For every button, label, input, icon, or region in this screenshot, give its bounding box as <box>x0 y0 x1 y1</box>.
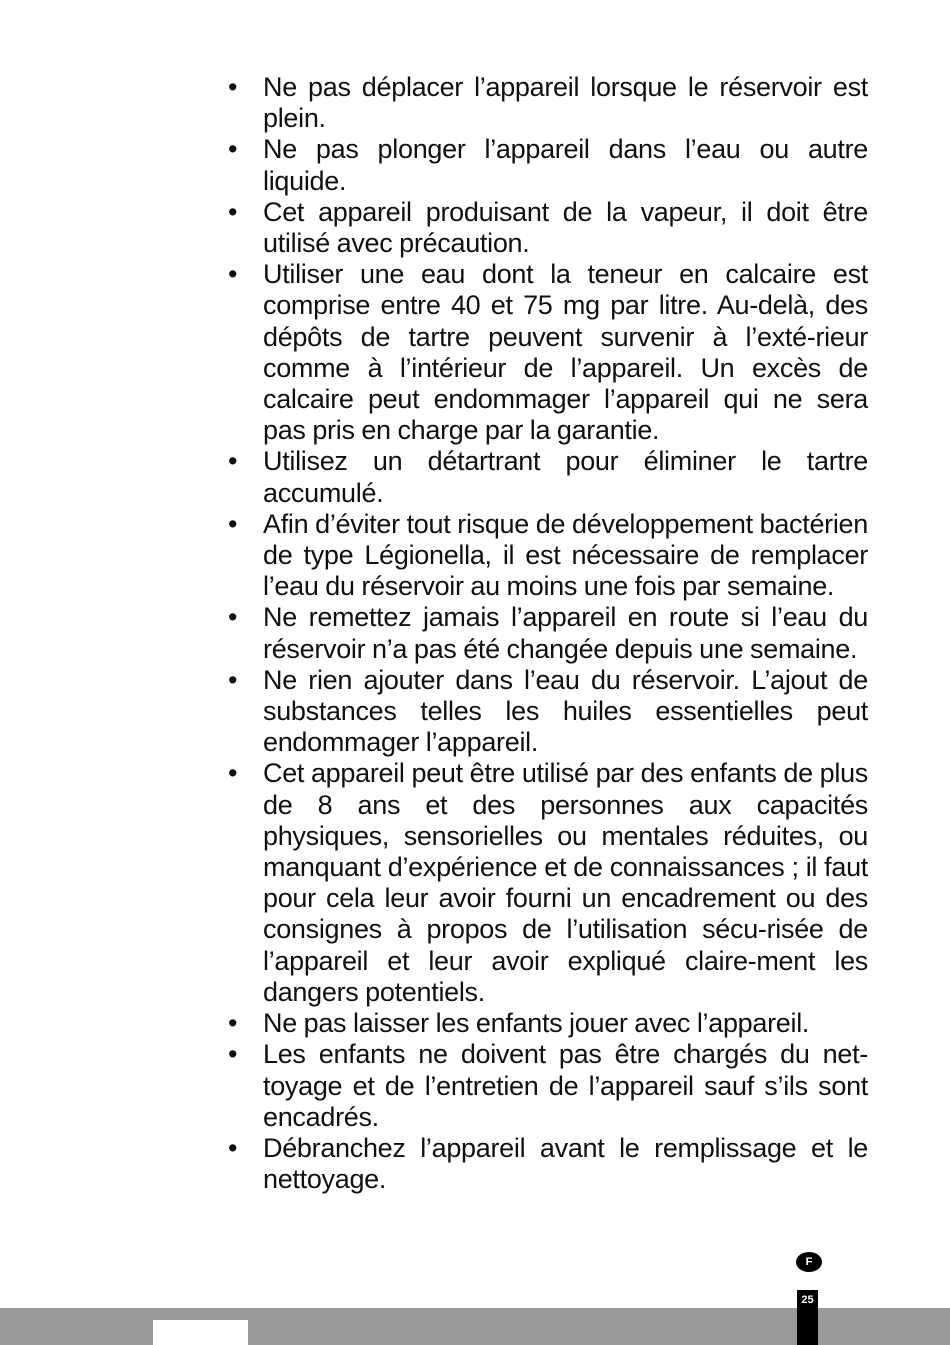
bullet-icon: • <box>228 134 238 165</box>
list-item <box>228 259 868 446</box>
list-item <box>228 1133 868 1195</box>
bullet-icon: • <box>228 602 238 633</box>
list-item <box>228 72 868 134</box>
instruction-text: Ne rien ajouter dans l’eau du réservoir. L’ajout de substances telles les huiles essentielles peut endommager l’appareil. <box>263 664 868 758</box>
instruction-text: Les enfants ne doivent pas être chargés du net-toyage et de l’entretien de l’appareil sauf s’ils sont encadrés. <box>263 1039 868 1132</box>
bullet-icon: • <box>228 664 238 695</box>
bullet-icon: • <box>228 446 238 477</box>
bullet-icon: • <box>228 259 238 290</box>
instruction-text: Utiliser une eau dont la teneur en calcaire est comprise entre 40 et 75 mg par litre. Au-delà, des dépôts de tartre peuvent survenir à l’exté-rieur comme à l’intérieur de l’appareil. Un excès de calcaire peut endommager l’appareil qui ne sera pas pris en charge par la garantie. <box>263 259 868 446</box>
bullet-icon: • <box>228 196 238 227</box>
instruction-text: Afin d’éviter tout risque de développement bactérien de type Légionella, il est nécessaire de remplacer l’eau du réservoir au moins une fois par semaine. <box>263 508 868 602</box>
list-item <box>228 446 868 508</box>
instruction-text: Cet appareil produisant de la vapeur, il doit être utilisé avec précaution. <box>263 196 868 259</box>
bullet-icon: • <box>228 1039 238 1070</box>
bullet-icon: • <box>228 508 238 539</box>
bullet-icon: • <box>228 1008 238 1039</box>
instruction-text: Utilisez un détartrant pour éliminer le tartre accumulé. <box>263 446 868 508</box>
bullet-icon: • <box>228 72 238 102</box>
list-item <box>228 1008 868 1039</box>
instruction-text: Ne remettez jamais l’appareil en route si l’eau du réservoir n’a pas été changée depuis une semaine. <box>263 602 868 664</box>
bullet-icon: • <box>228 758 238 789</box>
list-item <box>228 197 868 259</box>
page-number: 25 <box>801 1294 814 1306</box>
list-item <box>228 1039 868 1133</box>
instruction-text: Débranchez l’appareil avant le remplissage et le nettoyage. <box>263 1132 868 1195</box>
list-item <box>228 665 868 759</box>
instruction-text: Ne pas déplacer l’appareil lorsque le réservoir est plein. <box>263 72 868 134</box>
bullet-icon: • <box>228 1132 238 1163</box>
safety-instructions-list <box>228 72 868 1195</box>
list-item <box>228 758 868 1008</box>
language-badge: F <box>796 1252 822 1272</box>
instruction-text: Ne pas laisser les enfants jouer avec l’appareil. <box>263 1008 810 1039</box>
instruction-text: Ne pas plonger l’appareil dans l’eau ou autre liquide. <box>263 134 868 196</box>
list-item <box>228 509 868 603</box>
list-item <box>228 602 868 664</box>
footer-white-block <box>153 1320 248 1345</box>
list-item <box>228 134 868 196</box>
instruction-text: Cet appareil peut être utilisé par des enfants de plus de 8 ans et des personnes aux capacités physiques, sensorielles ou mentales réduites, ou manquant d’expérience et de connaissances ; il faut pour cela leur avoir fourni un encadrement ou des consignes à propos de l’utilisation sécu-risée de l’appareil et leur avoir expliqué claire-ment les dangers potentiels. <box>263 758 868 1007</box>
